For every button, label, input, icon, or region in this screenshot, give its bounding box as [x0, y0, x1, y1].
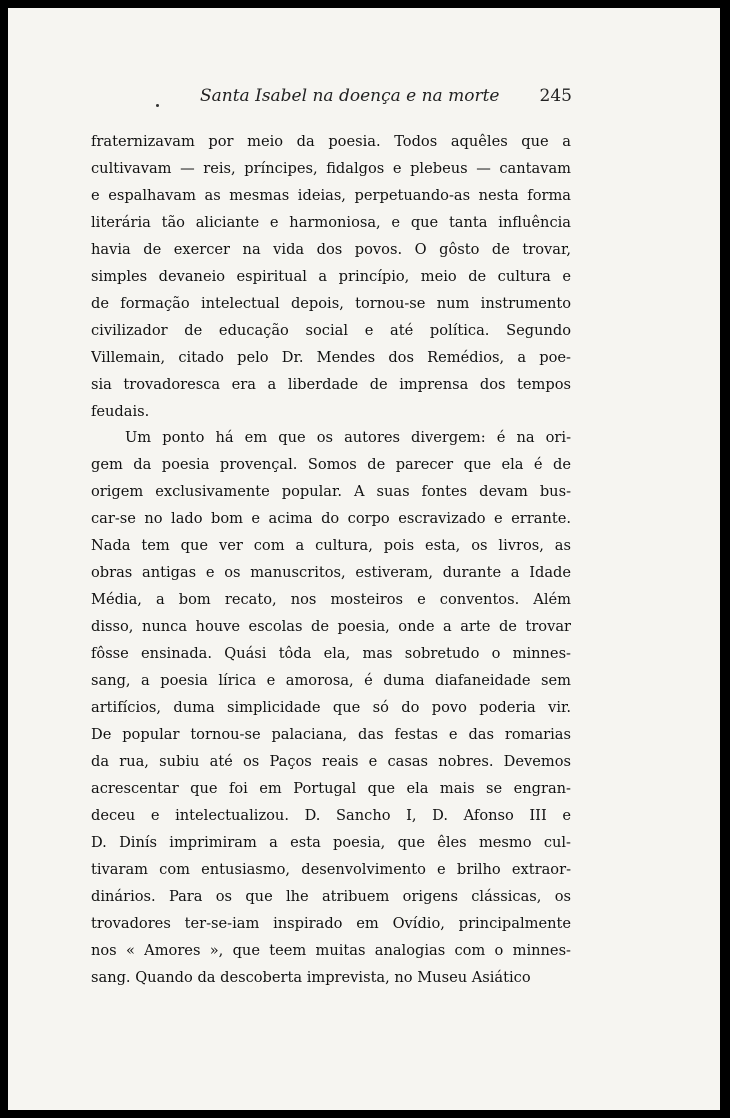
page-number: 245 [539, 86, 572, 106]
text-line: acrescentar que foi em Portugal que ela mais se engran- [91, 779, 571, 797]
text-line: obras antigas e os manuscritos, estiveram, durante a Idade [91, 564, 571, 582]
text-line: car-se no lado bom e acima do corpo escravizado e errante. [91, 510, 571, 528]
text-line: cultivavam — reis, príncipes, fidalgos e plebeus — cantavam [91, 159, 571, 177]
text-line: sia trovadoresca era a liberdade de imprensa dos tempos [91, 375, 571, 393]
text-line: Média, a bom recato, nos mosteiros e conventos. Além [91, 591, 571, 609]
text-line: feudais. [91, 402, 150, 420]
text-line: sang, a poesia lírica e amorosa, é duma diafaneidade sem [91, 672, 571, 690]
book-page [8, 8, 720, 1110]
text-line: fôsse ensinada. Quási tôda ela, mas sobretudo o minnes- [91, 645, 571, 663]
text-line: dinários. Para os que lhe atribuem origens clássicas, os [91, 887, 571, 905]
text-line: e espalhavam as mesmas ideias, perpetuando-as nesta forma [91, 186, 571, 204]
text-line: trovadores ter-se-iam inspirado em Ovídio, principalmente [91, 914, 571, 932]
text-line: havia de exercer na vida dos povos. O gôsto de trovar, [91, 240, 571, 258]
text-line: D. Dinís imprimiram a esta poesia, que êles mesmo cul- [91, 833, 571, 851]
text-line: artifícios, duma simplicidade que só do povo poderia vir. [91, 699, 571, 717]
body-text [91, 129, 571, 992]
text-line: de formação intelectual depois, tornou-se num instrumento [91, 294, 571, 312]
text-line: sang. Quando da descoberta imprevista, no Museu Asiático [91, 968, 531, 986]
running-title: Santa Isabel na doença e na morte [200, 86, 500, 106]
text-line: De popular tornou-se palaciana, das festas e das romarias [91, 725, 571, 743]
text-line: Um ponto há em que os autores divergem: é na ori- [125, 429, 571, 447]
text-line: deceu e intelectualizou. D. Sancho I, D. Afonso III e [91, 806, 571, 824]
page-header [90, 86, 578, 110]
text-line: gem da poesia provençal. Somos de parecer que ela é de [91, 456, 571, 474]
text-line: tivaram com entusiasmo, desenvolvimento e brilho extraor- [91, 860, 571, 878]
text-line: Nada tem que ver com a cultura, pois esta, os livros, as [91, 537, 571, 555]
text-line: da rua, subiu até os Paços reais e casas nobres. Devemos [91, 752, 571, 770]
text-line: disso, nunca houve escolas de poesia, onde a arte de trovar [91, 618, 571, 636]
text-line: fraternizavam por meio da poesia. Todos aquêles que a [91, 133, 571, 150]
text-line: literária tão aliciante e harmoniosa, e que tanta influência [91, 213, 571, 231]
text-line: simples devaneio espiritual a princípio, meio de cultura e [91, 267, 571, 285]
text-line: nos « Amores », que teem muitas analogias com o minnes- [91, 941, 571, 959]
text-line: Villemain, citado pelo Dr. Mendes dos Remédios, a poe- [91, 348, 571, 366]
text-line: civilizador de educação social e até política. Segundo [91, 321, 571, 339]
text-line: origem exclusivamente popular. A suas fontes devam bus- [91, 483, 571, 501]
